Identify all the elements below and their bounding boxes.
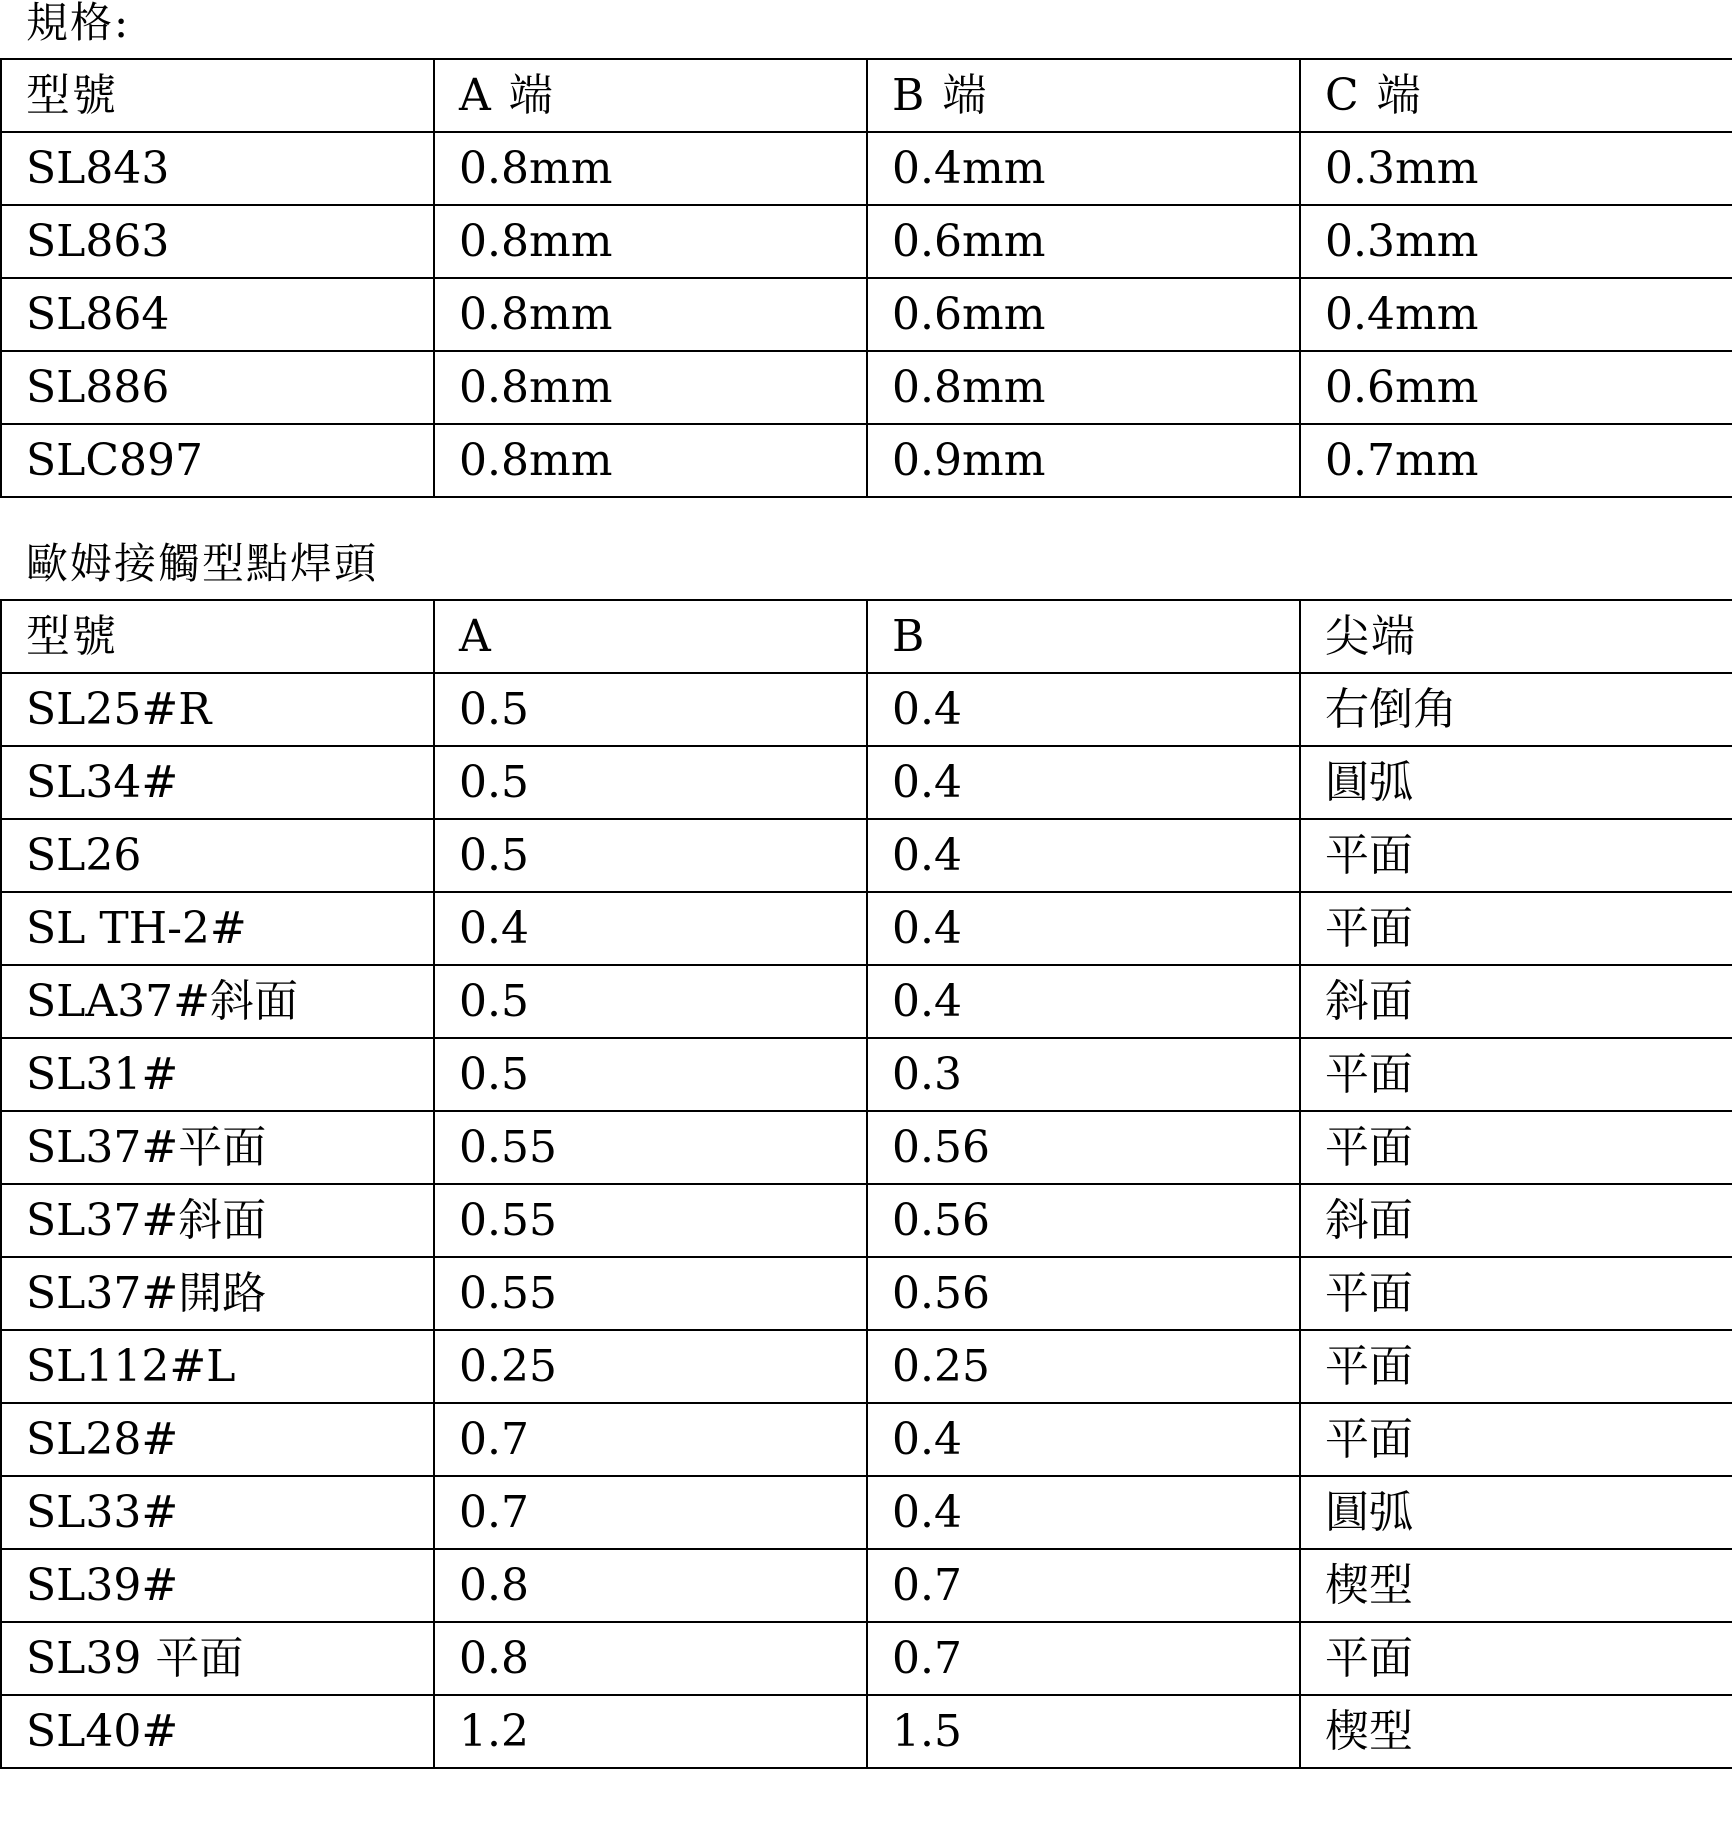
table-row (1, 424, 1732, 497)
table-cell: 楔型 (1300, 1549, 1732, 1622)
table-cell: 0.55 (434, 1184, 867, 1257)
table-cell: 0.4 (867, 746, 1300, 819)
table-cell: 0.7 (434, 1476, 867, 1549)
table-cell: 楔型 (1300, 1695, 1732, 1768)
table-cell: 斜面 (1300, 1184, 1732, 1257)
table-row (1, 1403, 1732, 1476)
table-row (1, 673, 1732, 746)
table-cell: 0.56 (867, 1257, 1300, 1330)
table-cell: 0.8 (434, 1622, 867, 1695)
table-cell: 0.8mm (434, 424, 867, 497)
header-cell: B 端 (867, 59, 1300, 132)
table-cell: 0.3mm (1300, 205, 1732, 278)
table-cell: 圓弧 (1300, 1476, 1732, 1549)
table-cell: 0.6mm (1300, 351, 1732, 424)
table-cell: SL26 (1, 819, 434, 892)
table-cell: 0.7 (867, 1622, 1300, 1695)
table-row (1, 1549, 1732, 1622)
table-cell: 0.4 (867, 965, 1300, 1038)
table-cell: 0.4mm (867, 132, 1300, 205)
table-row (1, 819, 1732, 892)
table-row (1, 205, 1732, 278)
header-cell: B (867, 600, 1300, 673)
table-cell: SL863 (1, 205, 434, 278)
table-cell: 0.4 (867, 819, 1300, 892)
table-row (1, 892, 1732, 965)
header-cell: A 端 (434, 59, 867, 132)
table-cell: SL843 (1, 132, 434, 205)
table-cell: 0.56 (867, 1111, 1300, 1184)
table-cell: 斜面 (1300, 965, 1732, 1038)
table-cell: 0.4 (434, 892, 867, 965)
table-row (1, 1111, 1732, 1184)
table-cell: 1.2 (434, 1695, 867, 1768)
table-cell: 平面 (1300, 1038, 1732, 1111)
table-cell: SL886 (1, 351, 434, 424)
table-row (1, 1038, 1732, 1111)
spec-section-title: 規格: (26, 0, 131, 47)
table-cell: 平面 (1300, 819, 1732, 892)
table-cell: 0.4 (867, 673, 1300, 746)
table-row (1, 1257, 1732, 1330)
table-cell: SL39 平面 (1, 1622, 434, 1695)
table-cell: 0.9mm (867, 424, 1300, 497)
table-cell: SL37#斜面 (1, 1184, 434, 1257)
table-cell: 0.55 (434, 1257, 867, 1330)
table-row (1, 1476, 1732, 1549)
table-cell: 圓弧 (1300, 746, 1732, 819)
table-cell: SL39# (1, 1549, 434, 1622)
ohmic-contact-section-title: 歐姆接觸型點焊頭 (26, 539, 379, 588)
table-cell: SL34# (1, 746, 434, 819)
table-cell: SL TH-2# (1, 892, 434, 965)
table-cell: 0.3mm (1300, 132, 1732, 205)
table-cell: 0.8mm (434, 132, 867, 205)
table-cell: 0.5 (434, 1038, 867, 1111)
table-cell: 0.25 (434, 1330, 867, 1403)
table-cell: 右倒角 (1300, 673, 1732, 746)
spec-table-body (1, 59, 1732, 497)
table-cell: 平面 (1300, 1403, 1732, 1476)
table-row (1, 278, 1732, 351)
table-cell: SLA37#斜面 (1, 965, 434, 1038)
table-cell: 0.4 (867, 1403, 1300, 1476)
table-cell: 0.8mm (434, 351, 867, 424)
table-cell: 平面 (1300, 1330, 1732, 1403)
table-cell: 0.5 (434, 965, 867, 1038)
table-cell: SL37#開路 (1, 1257, 434, 1330)
header-cell: 尖端 (1300, 600, 1732, 673)
table-cell: 平面 (1300, 1111, 1732, 1184)
table-cell: 0.8mm (434, 205, 867, 278)
spec-table (0, 58, 1732, 498)
table-header-row (1, 600, 1732, 673)
table-cell: 0.4mm (1300, 278, 1732, 351)
table-row (1, 965, 1732, 1038)
table-cell: SL33# (1, 1476, 434, 1549)
header-cell: C 端 (1300, 59, 1732, 132)
table-cell: 平面 (1300, 892, 1732, 965)
table-cell: 0.8mm (867, 351, 1300, 424)
table-row (1, 351, 1732, 424)
table-cell: SL40# (1, 1695, 434, 1768)
table-cell: 0.6mm (867, 278, 1300, 351)
table-cell: 0.5 (434, 673, 867, 746)
table-cell: 0.8mm (434, 278, 867, 351)
table-row (1, 132, 1732, 205)
table-cell: 0.6mm (867, 205, 1300, 278)
table-row (1, 1184, 1732, 1257)
table-cell: 0.55 (434, 1111, 867, 1184)
header-cell: A (434, 600, 867, 673)
table-cell: SL37#平面 (1, 1111, 434, 1184)
table-cell: 0.56 (867, 1184, 1300, 1257)
table-cell: 0.25 (867, 1330, 1300, 1403)
table-cell: 0.7mm (1300, 424, 1732, 497)
table-cell: 0.7 (434, 1403, 867, 1476)
table-cell: SL28# (1, 1403, 434, 1476)
table-cell: SL864 (1, 278, 434, 351)
table-cell: 0.5 (434, 819, 867, 892)
table-cell: 1.5 (867, 1695, 1300, 1768)
table-cell: SLC897 (1, 424, 434, 497)
table-cell: 0.8 (434, 1549, 867, 1622)
table-cell: 0.4 (867, 892, 1300, 965)
table-cell: SL112#L (1, 1330, 434, 1403)
table-cell: 平面 (1300, 1257, 1732, 1330)
table-row (1, 1622, 1732, 1695)
ohmic-contact-table (0, 599, 1732, 1769)
table-row (1, 746, 1732, 819)
table-row (1, 1695, 1732, 1768)
table-cell: 0.7 (867, 1549, 1300, 1622)
table-cell: 0.5 (434, 746, 867, 819)
table-cell: 0.4 (867, 1476, 1300, 1549)
table-row (1, 1330, 1732, 1403)
header-cell: 型號 (1, 600, 434, 673)
table-cell: 0.3 (867, 1038, 1300, 1111)
table-cell: SL31# (1, 1038, 434, 1111)
header-cell: 型號 (1, 59, 434, 132)
ohmic-contact-table-body (1, 600, 1732, 1768)
table-cell: SL25#R (1, 673, 434, 746)
table-header-row (1, 59, 1732, 132)
table-cell: 平面 (1300, 1622, 1732, 1695)
